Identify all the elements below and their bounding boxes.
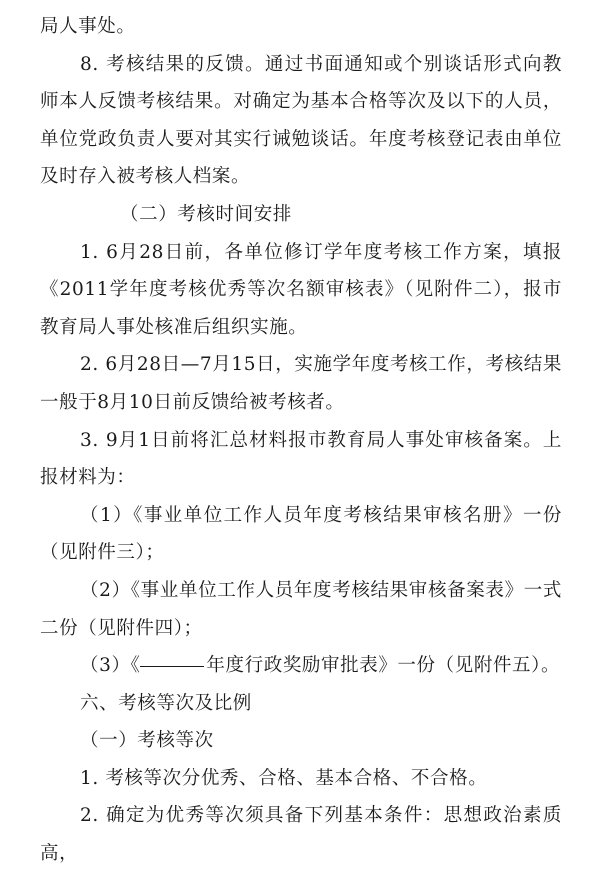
heading-grades: （一）考核等次 bbox=[80, 730, 214, 752]
paragraph-schedule-1: 1. 6月28日前，各单位修订学年度考核工作方案，填报《2011学年度考核优秀等次名额审核表》（见附件二），报市教育局人事处核准后组织实施。 bbox=[40, 241, 562, 338]
fill-in-blank bbox=[140, 665, 204, 667]
paragraph-grades-1: 1. 考核等次分优秀、合格、基本合格、不合格。 bbox=[80, 767, 488, 789]
material-3-prefix: （3）《 bbox=[80, 655, 141, 677]
paragraph-continuation: 局人事处。 bbox=[40, 16, 136, 37]
paragraph-feedback: 8. 考核结果的反馈。通过书面通知或个别谈话形式向教师本人反馈考核结果。对确定为基本合格等次及以下的人员，单位党政负责人要对其实行诫勉谈话。年度考核登记表由单位及时存入被考核人档案。 bbox=[40, 53, 562, 188]
paragraph-material-2: （2）《事业单位工作人员年度考核结果审核备案表》一式二份（见附件四）； bbox=[40, 579, 562, 639]
heading-schedule: （二）考核时间安排 bbox=[120, 203, 292, 225]
heading-grades-ratio: 六、考核等次及比例 bbox=[80, 692, 252, 714]
paragraph-grades-2: 2. 确定为优秀等次须具备下列基本条件：思想政治素质高， bbox=[40, 805, 562, 865]
material-3-suffix: 年度行政奖励审批表》一份（见附件五）。 bbox=[206, 655, 561, 677]
paragraph-schedule-3: 3. 9月1日前将汇总材料报市教育局人事处审核备案。上报材料为： bbox=[40, 429, 562, 489]
paragraph-schedule-2: 2. 6月28日—7月15日，实施学年度考核工作，考核结果一般于8月10日前反馈给被考核者。 bbox=[40, 354, 562, 413]
paragraph-material-1: （1）《事业单位工作人员年度考核结果审核名册》一份（见附件三）； bbox=[40, 504, 562, 564]
paragraph-material-3 bbox=[40, 647, 562, 685]
